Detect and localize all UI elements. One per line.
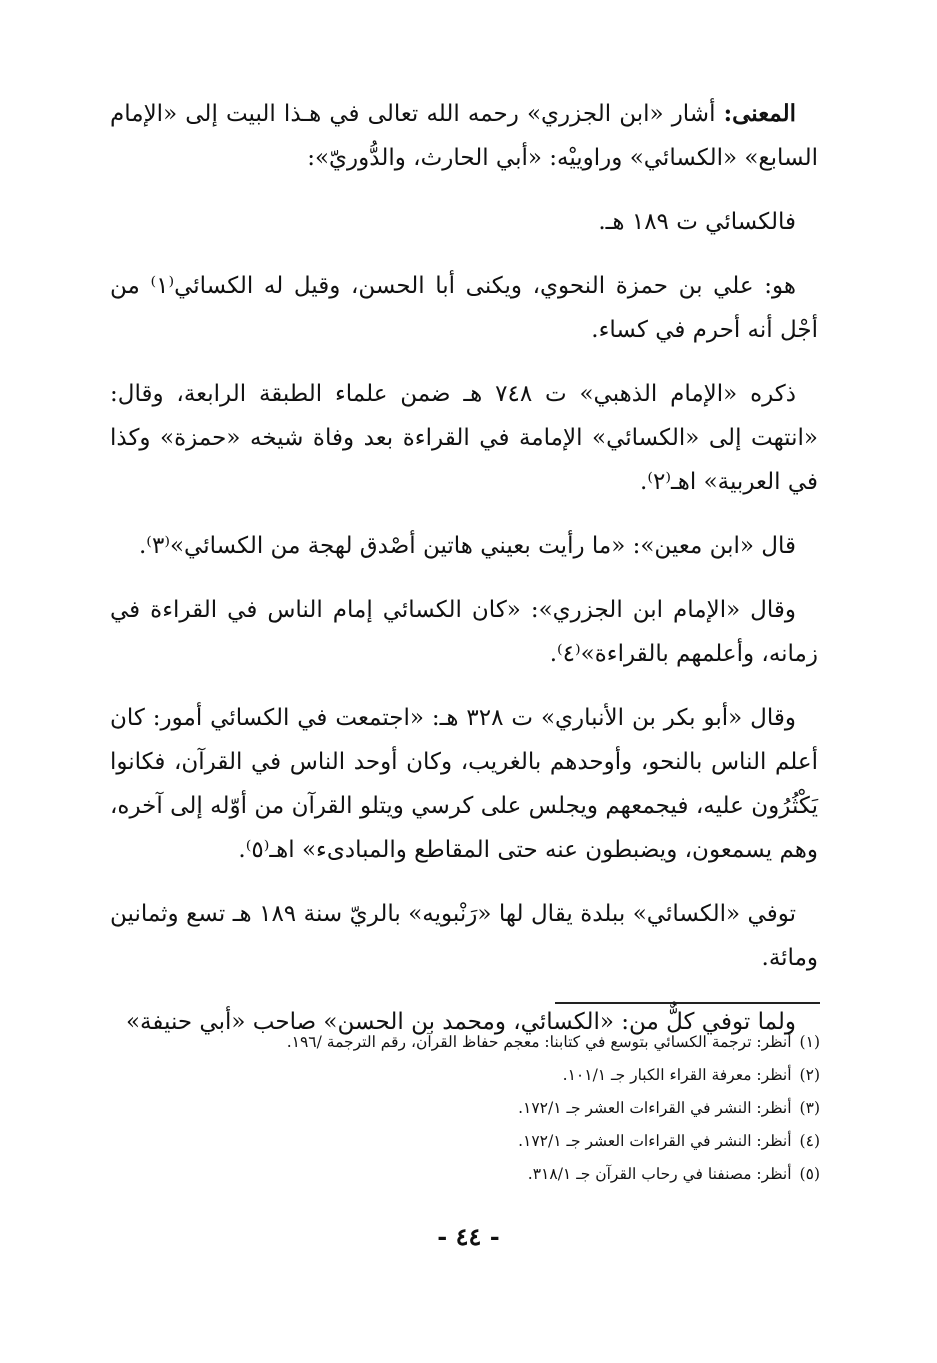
paragraph-death: توفي «الكسائي» ببلدة يقال لها «رَنْبويه» بالريّ سنة ١٨٩ هـ تسع وثمانين ومائة. xyxy=(110,901,818,971)
footnote-number: (٣) xyxy=(799,1099,820,1117)
footnote-item xyxy=(180,1026,820,1059)
paragraph-dhahabi: ذكره «الإمام الذهبي» ت ٧٤٨ هـ ضمن علماء الطبقة الرابعة، وقال: «انتهت إلى «الكسائي» الإمامة في القراءة بعد وفاة شيخه «حمزة» وكذا في العربية» اهـ⁽٢⁾. xyxy=(110,381,818,495)
paragraph-identity: هو: علي بن حمزة النحوي، ويكنى أبا الحسن، وقيل له الكسائي⁽١⁾ من أجْل أنه أحرم في كساء. xyxy=(110,273,818,343)
footnote-item xyxy=(180,1158,820,1191)
paragraph-ibn-jazari: وقال «الإمام ابن الجزري»: «كان الكسائي إمام الناس في القراءة في زمانه، وأعلمهم بالقراءة»⁽٤⁾. xyxy=(110,597,818,667)
footnote-item xyxy=(180,1059,820,1092)
footnote-separator xyxy=(555,1002,820,1004)
footnote-number: (٤) xyxy=(799,1132,820,1150)
footnote-item xyxy=(180,1092,820,1125)
paragraph-kisai-date: فالكسائي ت ١٨٩ هـ. xyxy=(598,209,796,235)
paragraph-text: أشار «ابن الجزري» رحمه الله تعالى في هـذا البيت إلى «الإمام السابع» «الكسائي» وراوييْه: «أبي الحارث، والدُّوريّ»: xyxy=(110,101,818,171)
footnote-text: أنظر: النشر في القراءات العشر جـ ١٧٢/١. xyxy=(518,1099,792,1117)
meaning-label: المعنى: xyxy=(723,100,796,127)
footnote-text: أنظر: مصنفنا في رحاب القرآن جـ ٣١٨/١. xyxy=(527,1165,792,1183)
main-text xyxy=(110,92,818,1064)
footnote-number: (١) xyxy=(799,1033,820,1051)
footnote-text: أنظر: معرفة القراء الكبار جـ ١٠١/١. xyxy=(562,1066,792,1084)
footnote-item xyxy=(180,1125,820,1158)
paragraph-when-died: ولما توفي كلٌّ من: «الكسائي، ومحمد بن الحسن» صاحب «أبي حنيفة» xyxy=(125,1009,796,1035)
footnotes xyxy=(180,1026,820,1191)
paragraph-meaning xyxy=(110,92,818,180)
footnote-text: أنظر: ترجمة الكسائي بتوسع في كتابنا: معجم حفاظ القرآن، رقم الترجمة /١٩٦. xyxy=(286,1033,792,1051)
page-number: - ٤٤ - xyxy=(437,1222,500,1251)
footnote-number: (٢) xyxy=(799,1066,820,1084)
paragraph-ibn-maeen: قال «ابن معين»: «ما رأيت بعيني هاتين أصْدق لهجة من الكسائي»⁽٣⁾. xyxy=(139,533,796,559)
footnote-number: (٥) xyxy=(799,1165,820,1183)
footnote-text: أنظر: النشر في القراءات العشر جـ ١٧٢/١. xyxy=(518,1132,792,1150)
paragraph-anbari: وقال «أبو بكر بن الأنباري» ت ٣٢٨ هـ: «اجتمعت في الكسائي أمور: كان أعلم الناس بالنحو، وأوحدهم بالغريب، وكان أوحد الناس في القرآن، فكانوا يَكْثُرُون عليه، فيجمعهم ويجلس على كرسي ويتلو القرآن من أوّله إلى آخره، وهم يسمعون، ويضبطون عنه حتى المقاطع والمبادىء» اهـ⁽٥⁾. xyxy=(110,705,818,863)
